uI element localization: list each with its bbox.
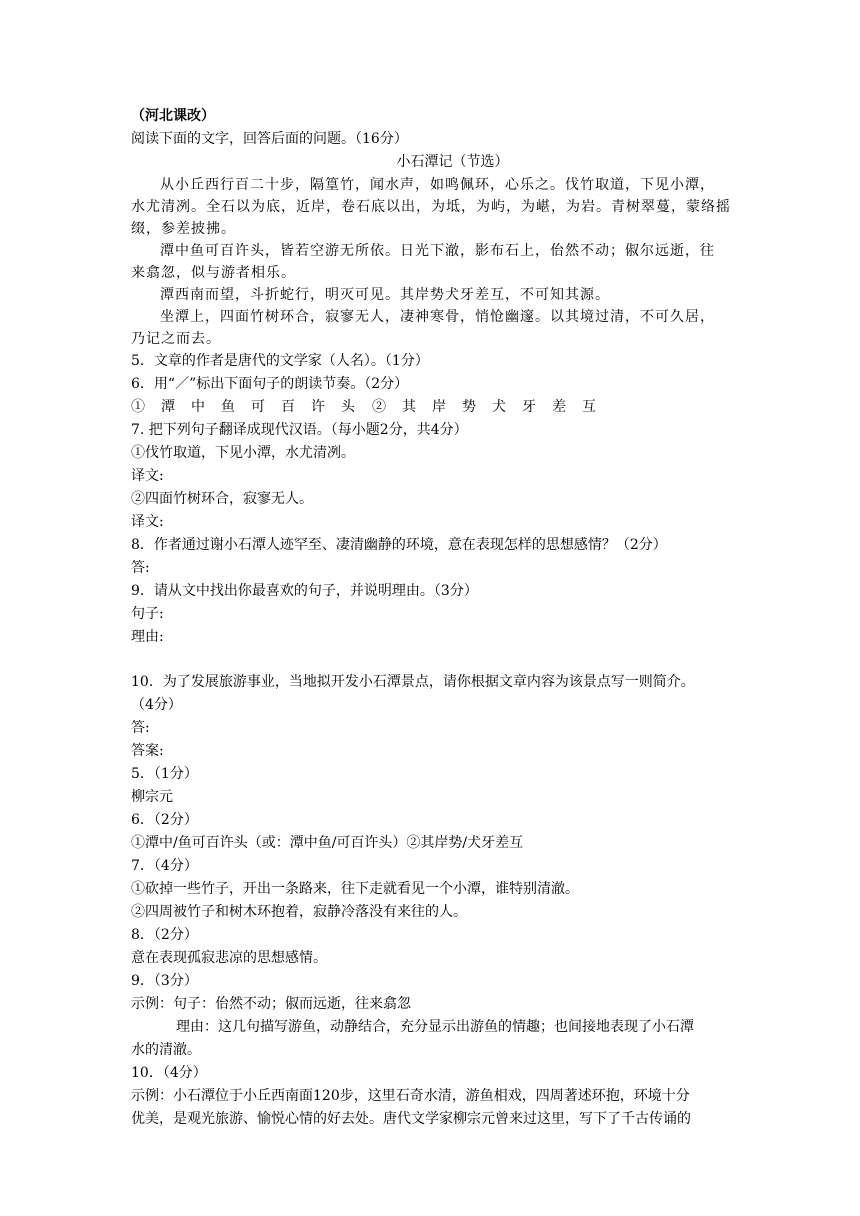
passage-line: 潭中鱼可百许头，皆若空游无所依。日光下澈，影布石上，佁然不动；俶尔远逝，往 (160, 243, 715, 259)
answer-9-head: 9．（3分） (131, 973, 198, 989)
passage-line: 潭西南而望，斗折蛇行，明灭可见。其岸势犬牙差互，不可知其源。 (160, 287, 610, 303)
question-10-points: （4分） (131, 697, 182, 713)
question-5: 5．文章的作者是唐代的文学家（人名）。（1分） (131, 353, 429, 369)
answer-10-2: 优美，是观光旅游、愉悦心情的好去处。唐代文学家柳宗元曾来过这里，写下了千古传诵的 (131, 1111, 691, 1127)
answers-heading: 答案: (131, 743, 164, 759)
passage-line: 缀，参差披拂。 (131, 221, 236, 237)
passage-line: 乃记之而去。 (131, 331, 221, 347)
question-9: 9．请从文中找出你最喜欢的句子，并说明理由。（3分） (131, 583, 478, 599)
answer-label: 译文: (131, 514, 164, 530)
question-10: 10．为了发展旅游事业，当地拟开发小石潭景点，请你根据文章内容为该景点写一则简介。 (131, 674, 695, 690)
answer-label: 句子: (131, 606, 164, 622)
answer-10-head: 10．（4分） (131, 1065, 207, 1081)
answer-6: ①潭中/鱼可百许头（或：潭中鱼/可百许头）②其岸势/犬牙差互 (131, 835, 524, 851)
passage-line: 来翕忽，似与游者相乐。 (131, 265, 296, 281)
answer-8-head: 8．（2分） (131, 927, 198, 943)
reading-intro: 阅读下面的文字，回答后面的问题。（16分） (131, 131, 408, 147)
answer-label: 理由: (131, 629, 164, 645)
question-7-item-2: ②四面竹树环合，寂寥无人。 (131, 491, 313, 507)
answer-label: 答: (131, 720, 150, 736)
answer-5-head: 5．（1分） (131, 766, 198, 782)
answer-9-2: 理由：这几句描写游鱼，动静结合，充分显示出游鱼的情趣；也间接地表现了小石潭 (176, 1019, 694, 1035)
passage-line: 坐潭上，四面竹树环合，寂寥无人，凄神寒骨，悄怆幽邃。以其境过清，不可久居， (160, 309, 715, 325)
answer-9-1: 示例：句子：佁然不动；俶而远逝，往来翕忽 (131, 996, 411, 1012)
answer-label: 答: (131, 560, 150, 576)
answer-7-2: ②四周被竹子和树木环抱着，寂静冷落没有来往的人。 (131, 904, 467, 920)
answer-5: 柳宗元 (131, 789, 173, 805)
passage-title: 小石潭记（节选） (396, 154, 509, 170)
answer-9-3: 水的清澈。 (131, 1042, 201, 1058)
answer-7-1: ①砍掉一些竹子，开出一条路来，往下走就看见一个小潭，谁特别清澈。 (131, 881, 579, 897)
question-6-item-b: ②其岸势犬牙差互 (372, 399, 612, 415)
passage-line: 水尤清冽。全石以为底，近岸，卷石底以出，为坻，为屿，为嵁，为岩。青树翠蔓，蒙络摇 (131, 199, 731, 215)
question-6: 6．用“／”标出下面句子的朗读节奏。（2分） (131, 376, 409, 392)
answer-label: 译文: (131, 468, 164, 484)
passage-line: 从小丘西行百二十步，隔篁竹，闻水声，如鸣佩环，心乐之。伐竹取道，下见小潭， (160, 177, 715, 193)
question-7-item-1: ①伐竹取道，下见小潭，水尤清冽。 (131, 445, 355, 461)
question-8: 8．作者通过谢小石潭人迹罕至、凄清幽静的环境，意在表现怎样的思想感情？（2分） (131, 537, 667, 553)
answer-7-head: 7．（4分） (131, 858, 198, 874)
answer-8: 意在表现孤寂悲凉的思想感情。 (131, 950, 327, 966)
answer-6-head: 6．（2分） (131, 812, 198, 828)
question-6-item-a: ①潭中鱼可百许头 (131, 399, 371, 415)
source-header: （河北课改） (131, 108, 215, 124)
question-7: 7. 把下列句子翻译成现代汉语。（每小题2分，共4分） (131, 422, 468, 438)
answer-10-1: 示例：小石潭位于小丘西南面120步，这里石奇水清，游鱼相戏，四周著述环抱，环境十分 (131, 1088, 690, 1104)
